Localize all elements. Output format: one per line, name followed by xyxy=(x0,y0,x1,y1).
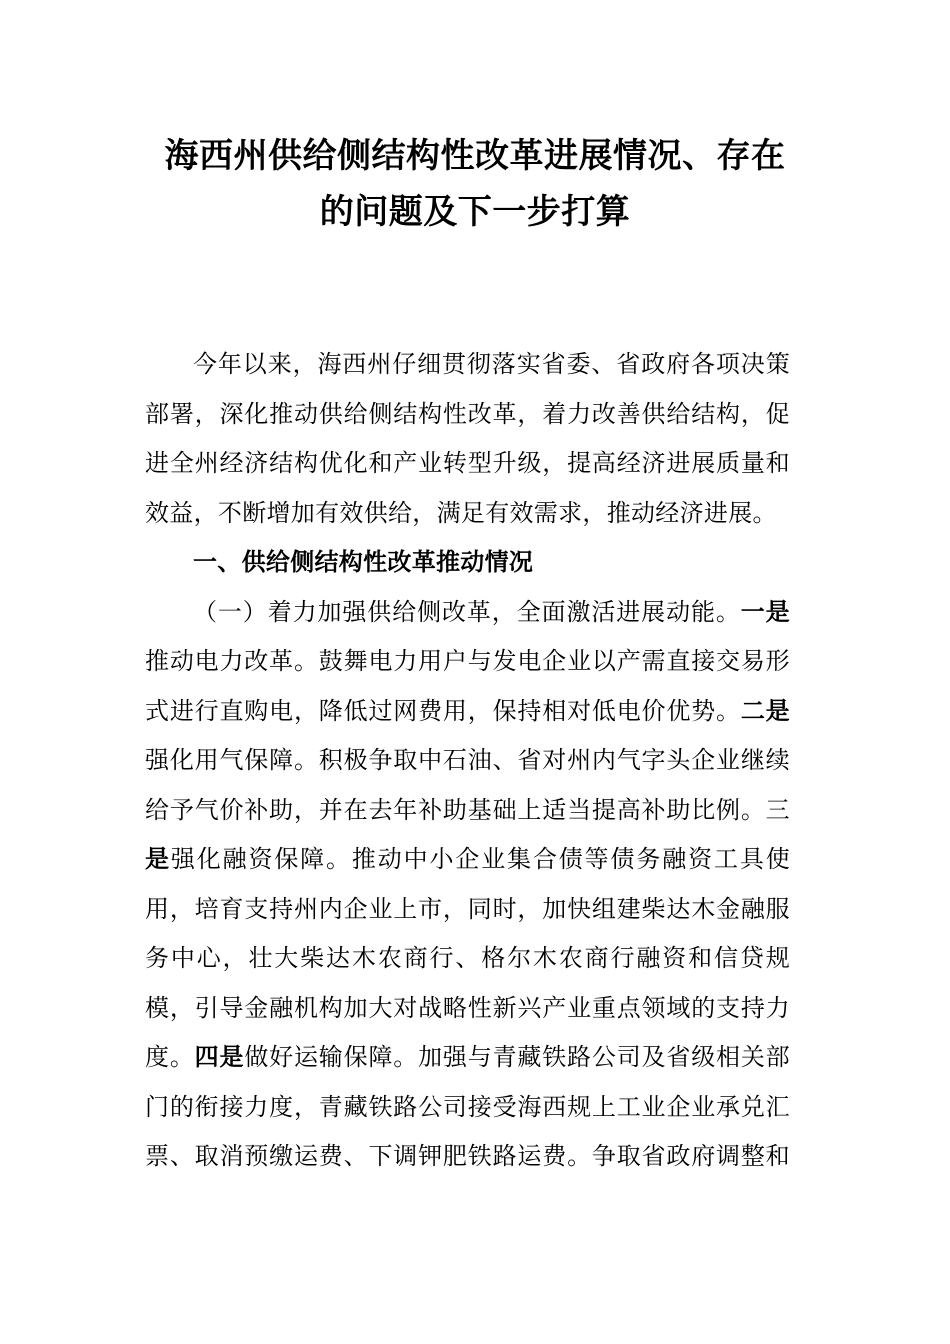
para-line-9: 模，引导金融机构加大对战略性新兴产业重点领域的支持力 xyxy=(145,993,790,1022)
para-line-7: 用，培育支持州内企业上市，同时，加快组建柴达木金融服 xyxy=(145,894,790,923)
para-line-6 xyxy=(145,835,790,885)
para-line-5: 给予气价补助，并在去年补助基础上适当提高补助比例。三 xyxy=(145,795,790,824)
para-line-2: 推动电力改革。鼓舞电力用户与发电企业以产需直接交易形 xyxy=(145,647,790,675)
para-line-4: 强化用气保障。积极争取中石油、省对州内气字头企业继续 xyxy=(145,746,790,774)
para-line-10-emphasis: 四是 xyxy=(194,1043,245,1071)
para-line-3-text: 式进行直购电，降低过网费用，保持相对低电价优势。 xyxy=(145,696,741,725)
para-line-1-text: （一）着力加强供给侧改革，全面激活进展动能。 xyxy=(193,597,741,626)
document-title xyxy=(120,128,830,240)
para-line-6-emphasis: 是 xyxy=(145,845,171,873)
para-line-12: 票、取消预缴运费、下调钾肥铁路运费。争取省政府调整和 xyxy=(145,1142,790,1170)
document-body xyxy=(145,340,790,1182)
title-line-1: 海西州供给侧结构性改革进展情况、存在 xyxy=(164,136,786,176)
para-line-10-text: 做好运输保障。加强与青藏铁路公司及省级相关部 xyxy=(244,1043,790,1071)
para-line-8: 务中心，壮大柴达木农商行、格尔木农商行融资和信贷规 xyxy=(145,944,790,972)
para-line-1 xyxy=(145,588,790,638)
para-line-1-emphasis: 一是 xyxy=(740,597,790,626)
para-line-3 xyxy=(145,687,790,737)
intro-line-2: 部署，深化推动供给侧结构性改革，着力改善供给结构，促 xyxy=(145,399,790,428)
para-line-10-lead: 度。 xyxy=(145,1043,195,1071)
para-line-6-text: 强化融资保障。推动中小企业集合债等债务融资工具使 xyxy=(170,845,790,873)
intro-line-3: 进全州经济结构优化和产业转型升级，提高经济进展质量和 xyxy=(145,449,790,477)
intro-line-4: 效益，不断增加有效供给，满足有效需求，推动经济进展。 xyxy=(145,498,777,527)
section-heading: 一、供给侧结构性改革推动情况 xyxy=(193,548,534,576)
intro-line-1: 今年以来，海西州仔细贯彻落实省委、省政府各项决策 xyxy=(193,350,790,378)
para-line-3-emphasis: 二是 xyxy=(740,696,790,725)
title-line-2: 的问题及下一步打算 xyxy=(319,192,631,232)
para-line-10 xyxy=(145,1033,790,1083)
para-line-11: 门的衔接力度，青藏铁路公司接受海西规上工业企业承兑汇 xyxy=(145,1092,790,1121)
